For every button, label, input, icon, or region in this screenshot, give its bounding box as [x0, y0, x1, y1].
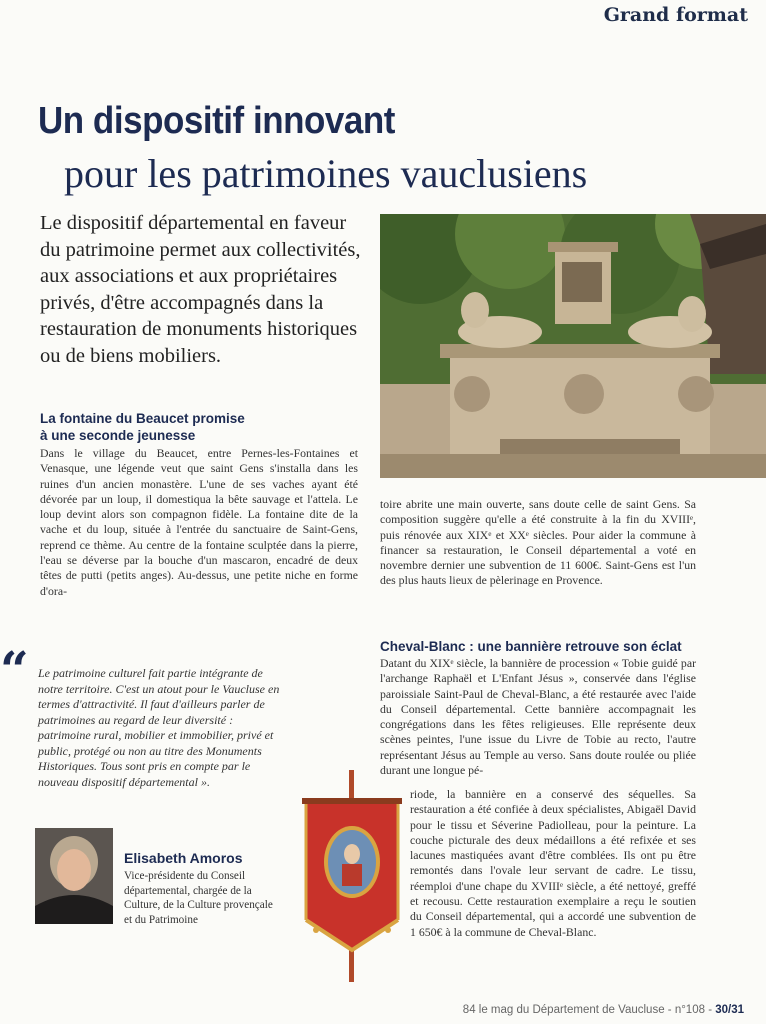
fontaine-text-right: toire abrite une main ouverte, sans doute celle de saint Gens. Sa composition suggère qu'elle a été construite à la fin du XVIIIᵉ, puis rénovée aux XIXᵉ et XXᵉ siècles. Pour aider la commune à financer sa restauration, le Conseil départemental a voté en novembre dernier une subvention de 11 600€. Saint-Gens est l'un des plus hauts lieux de pèlerinage en Provence. — [380, 497, 696, 588]
procession-banner — [296, 770, 408, 982]
quote-mark-icon: “ — [0, 640, 29, 699]
fontaine-heading-line-2: à une seconde jeunesse — [40, 428, 196, 443]
section-tag: Grand format — [603, 4, 748, 26]
fountain-photo — [380, 214, 766, 478]
fontaine-text-left: Dans le village du Beaucet, entre Pernes-les-Fontaines et Venasque, une légende veut que saint Gens s'installa dans les ruines d'un ancien monastère. L'une de ses vaches ayant été dévorée par un loup, il domestiqua la bête sauvage et l'attela. Le loup devint alors son compagnon fidèle. La fontaine dite de la vache et du loup, située à l'entrée du sanctuaire de Saint-Gens, reprend ce thème. Au centre de la fontaine sculptée dans la pierre, l'eau se déverse par la bouche d'un mascaron, encadré de deux têtes de putti (petits anges). Au-dessus, une petite niche en forme d'ora- — [40, 446, 358, 598]
cheval-text-2: riode, la bannière en a conservé des séquelles. Sa restauration a été confiée à deux spécialistes, Abigaël David pour le tissu et Séverine Padiolleau, pour la peinture. La couche picturale des deux médaillons a été refixée et ses lacunes mastiquées avant d'être comblées. Ils ont pu être remontés dans l'ovale leur servant de cadre. Le tissu, réemploi d'une chape du XVIIIᵉ siècle, a été nettoyé, greffé et recousu. Cette restauration exemplaire a reçu le soutien du Conseil départemental, qui a accordé une subvention de 1 650€ à la commune de Cheval-Blanc. — [410, 787, 696, 939]
title-line-2: pour les patrimoines vauclusiens — [64, 151, 588, 196]
author-name: Elisabeth Amoros — [124, 850, 243, 866]
portrait-image — [35, 828, 113, 924]
fountain-image — [380, 214, 766, 478]
page-footer — [463, 1004, 744, 1016]
fontaine-heading-line-1: La fontaine du Beaucet promise — [40, 411, 245, 426]
fontaine-heading — [40, 410, 360, 444]
cheval-heading: Cheval-Blanc : une bannière retrouve son éclat — [380, 639, 682, 654]
author-role: Vice-présidente du Conseil départemental, chargée de la Culture, de la Culture provençale et du Patrimoine — [124, 870, 273, 926]
lead-paragraph: Le dispositif départemental en faveur du patrimoine permet aux collectivités, aux associations et aux propriétaires privés, d'être accompagnés dans la restauration de monuments historiques ou de biens mobiliers. — [40, 212, 361, 367]
banner-image — [296, 770, 408, 982]
title-line-1: Un dispositif innovant — [38, 100, 395, 142]
footer-pages: 30/31 — [715, 1004, 744, 1016]
author-portrait — [35, 828, 113, 924]
cheval-text-1: Datant du XIXᵉ siècle, la bannière de procession « Tobie guidé par l'archange Raphaël et L'Enfant Jésus », conservée dans l'église paroissiale Saint-Paul de Cheval-Blanc, a été restaurée avec l'aide du Conseil départemental. Cette bannière accompagnait les congrégations dans les fêtes religieuses. Elle représente deux scènes peintes, l'une issue du Livre de Tobie au recto, l'autre représentant Jésus au Temple au verso. Sans doute roulée ou pliée durant une longue pé- — [380, 656, 696, 778]
quote-text: Le patrimoine culturel fait partie intégrante de notre territoire. C'est un atout pour le Vaucluse en termes d'attractivité. Il faut d'ailleurs parler de patrimoines au regard de leur diversité : patrimoine rural, mobilier et immobilier, privé et public, protégé ou non au titre des Monuments Historiques. Tous sont pris en compte par le nouveau dispositif départemental ». — [38, 666, 280, 789]
footer-mag: 84 le mag du Département de Vaucluse - n°108 - — [462, 1004, 716, 1016]
